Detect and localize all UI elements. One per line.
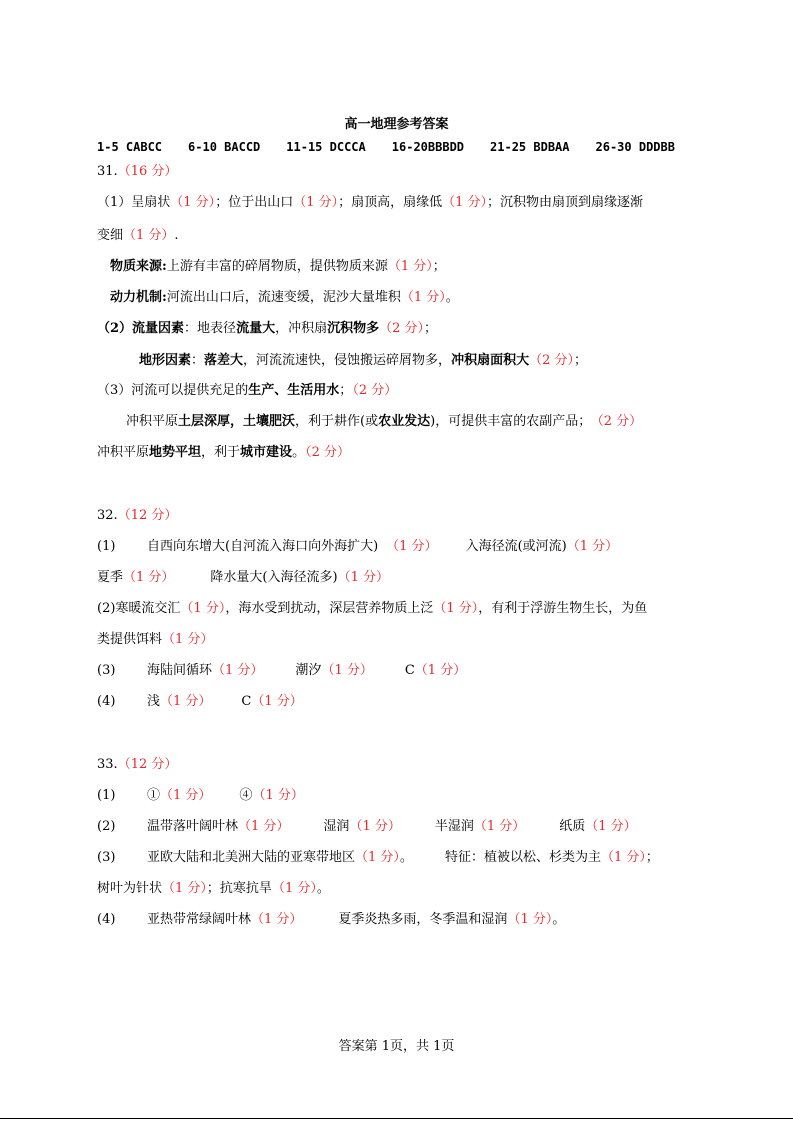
mc-answer: 26-30 DDDBB: [595, 140, 675, 154]
q31-part3: （3）河流可以提供充足的生产、生活用水；（2 分）: [97, 383, 398, 398]
q31-heading: 31.（16 分）: [97, 164, 178, 179]
mc-answer: 16-20BBBDD: [391, 140, 465, 154]
q32-part1-line1: (1) 自西向东增大(自河流入海口向外海扩大) （1 分） 入海径流(或河流)（1 分）: [97, 539, 619, 554]
q31-part3-city: 冲积平原地势平坦，利于城市建设。（2 分）: [97, 445, 350, 460]
mc-answers: [97, 138, 675, 156]
q32-heading: 32.（12 分）: [97, 508, 178, 523]
mc-answer: 11-15 DCCCA: [286, 140, 366, 154]
q31-part1-line1: （1）呈扇状（1 分）；位于出山口（1 分）；扇顶高，扇缘低（1 分）；沉积物由扇顶到扇缘逐渐: [97, 195, 644, 210]
q32-part3: (3) 海陆间循环（1 分） 潮汐（1 分） C（1 分）: [97, 663, 467, 678]
q33-part1: (1) ①（1 分） ④（1 分）: [97, 788, 304, 803]
page-footer: 答案第 1页，共 1页: [338, 1039, 455, 1054]
q31-material-source: 物质来源:上游有丰富的碎屑物质，提供物质来源（1 分）；: [110, 259, 446, 274]
page-title: 高一地理参考答案: [344, 117, 449, 132]
q32-part1-line2: 夏季（1 分） 降水量大(入海径流多)（1 分）: [97, 570, 389, 585]
q32-part2-line1: (2)寒暖流交汇（1 分），海水受到扰动，深层营养物质上泛（1 分），有利于浮游生物生长，为鱼: [97, 601, 648, 616]
mc-answer: 6-10 BACCD: [188, 140, 261, 154]
q32-part4: (4) 浅（1 分） C（1 分）: [97, 694, 303, 709]
q31-part1-line2: 变细（1 分）.: [97, 228, 179, 243]
q33-part3-line2: 树叶为针状（1 分）；抗寒抗旱（1 分）。: [97, 881, 330, 896]
q32-part2-line2: 类提供饵料（1 分）: [97, 632, 214, 647]
q33-heading: 33.（12 分）: [97, 757, 178, 772]
q33-part4: (4) 亚热带常绿阔叶林（1 分） 夏季炎热多雨，冬季温和湿润（1 分）。: [97, 912, 566, 927]
mc-answer: 1-5 CABCC: [97, 140, 163, 154]
q31-terrain-factor: 地形因素：落差大，河流流速快，侵蚀搬运碎屑物多，冲积扇面积大（2 分）；: [139, 353, 587, 368]
mc-answer: 21-25 BDBAA: [490, 140, 570, 154]
q31-flow-factor: （2）流量因素：地表径流量大，冲积扇沉积物多（2 分）；: [97, 321, 438, 336]
q31-dynamic-mechanism: 动力机制:河流出山口后，流速变缓，泥沙大量堆积（1 分）。: [110, 290, 459, 305]
q31-part3-agriculture: 冲积平原土层深厚，土壤肥沃，利于耕作(或农业发达)，可提供丰富的农副产品； （2 分）: [126, 414, 643, 429]
q33-part2: (2) 温带落叶阔叶林（1 分） 湿润（1 分） 半湿润（1 分） 纸质（1 分）: [97, 819, 637, 834]
bottom-rule: [0, 1118, 793, 1119]
q33-part3-line1: (3) 亚欧大陆和北美洲大陆的亚寒带地区（1 分）。 特征：植被以松、杉类为主（1 分）；: [97, 850, 659, 865]
